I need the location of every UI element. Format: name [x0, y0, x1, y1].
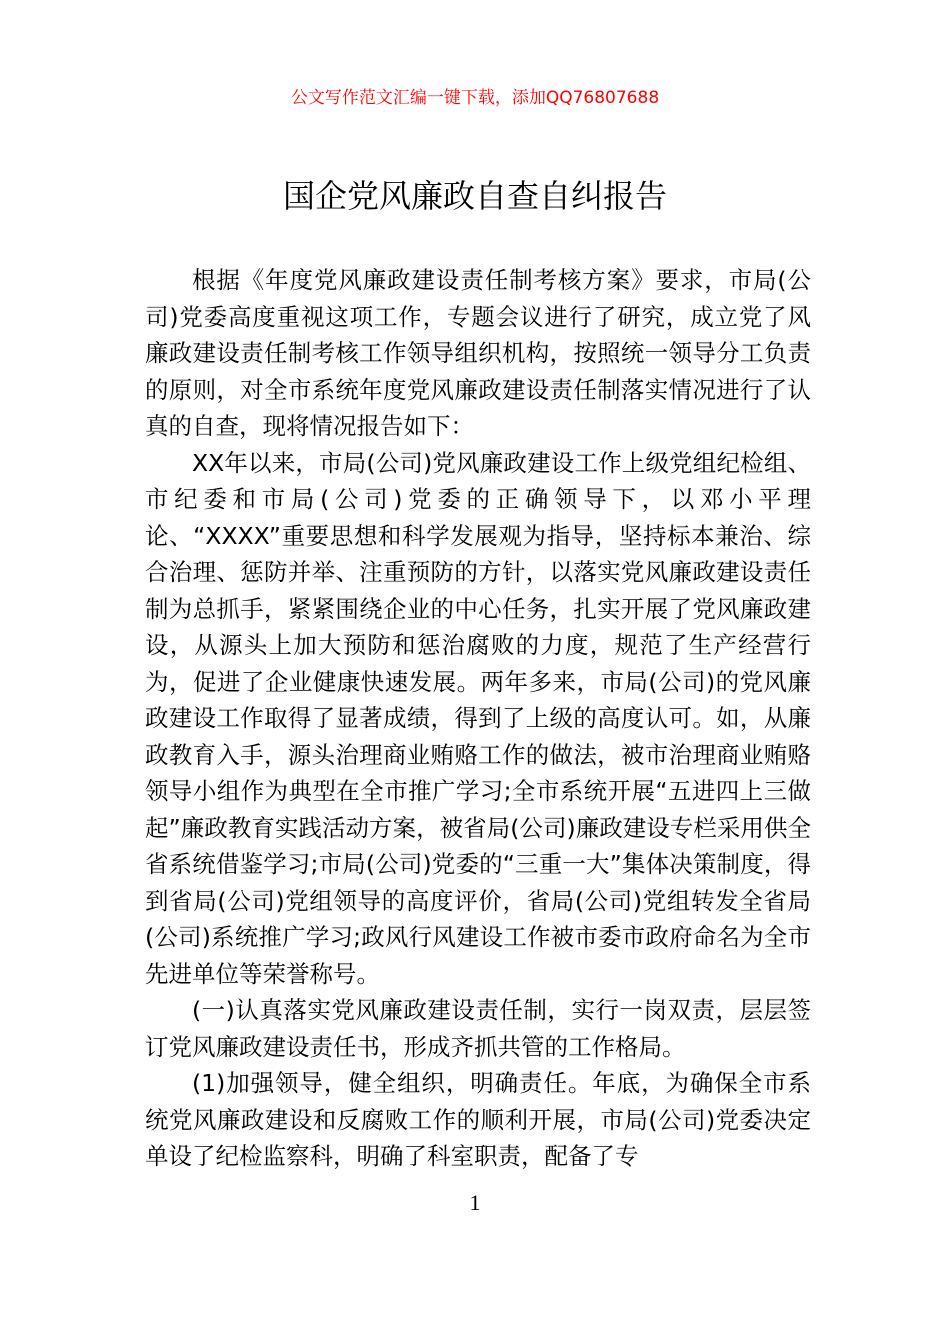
page-number: 1: [469, 1190, 481, 1215]
paragraph: 根据《年度党风廉政建设责任制考核方案》要求，市局(公司)党委高度重视这项工作，专题会议进行了研究，成立党了风廉政建设责任制考核工作领导组织机构，按照统一领导分工负责的原则，对全市系统年度党风廉政建设责任制落实情况进行了认真的自查，现将情况报告如下：: [145, 266, 811, 440]
download-notice: 公文写作范文汇编一键下载，添加QQ76807688: [290, 88, 660, 108]
paragraph: (一)认真落实党风廉政建设责任制，实行一岗双责，层层签订党风廉政建设责任书，形成齐抓共管的工作格局。: [145, 996, 811, 1061]
paragraph: XX年以来，市局(公司)党风廉政建设工作上级党组纪检组、市纪委和市局(公司)党委的正确领导下，以邓小平理论、“XXXX”重要思想和科学发展观为指导，坚持标本兼治、综合治理、惩防并举、注重预防的方针，以落实党风廉政建设责任制为总抓手，紧紧围绕企业的中心任务，扎实开展了党风廉政建设，从源头上加大预防和惩治腐败的力度，规范了生产经营行为，促进了企业健康快速发展。两年多来，市局(公司)的党风廉政建设工作取得了显著成绩，得到了上级的高度认可。如，从廉政教育入手，源头治理商业贿赂工作的做法，被市治理商业贿赂领导小组作为典型在全市推广学习;全市系统开展“五进四上三做起”廉政教育实践活动方案，被省局(公司)廉政建设专栏采用供全省系统借鉴学习;市局(公司)党委的“三重一大”集体决策制度，得到省局(公司)党组领导的高度评价，省局(公司)党组转发全省局(公司)系统推广学习;政风行风建设工作被市委市政府命名为全市先进单位等荣誉称号。: [145, 448, 811, 988]
document-body: [145, 262, 811, 1175]
paragraph: (1)加强领导，健全组织，明确责任。年底，为确保全市系统党风廉政建设和反腐败工作的顺利开展，市局(公司)党委决定单设了纪检监察科，明确了科室职责，配备了专: [145, 1069, 811, 1170]
document-title: 国企党风廉政自查自纠报告: [282, 177, 667, 215]
